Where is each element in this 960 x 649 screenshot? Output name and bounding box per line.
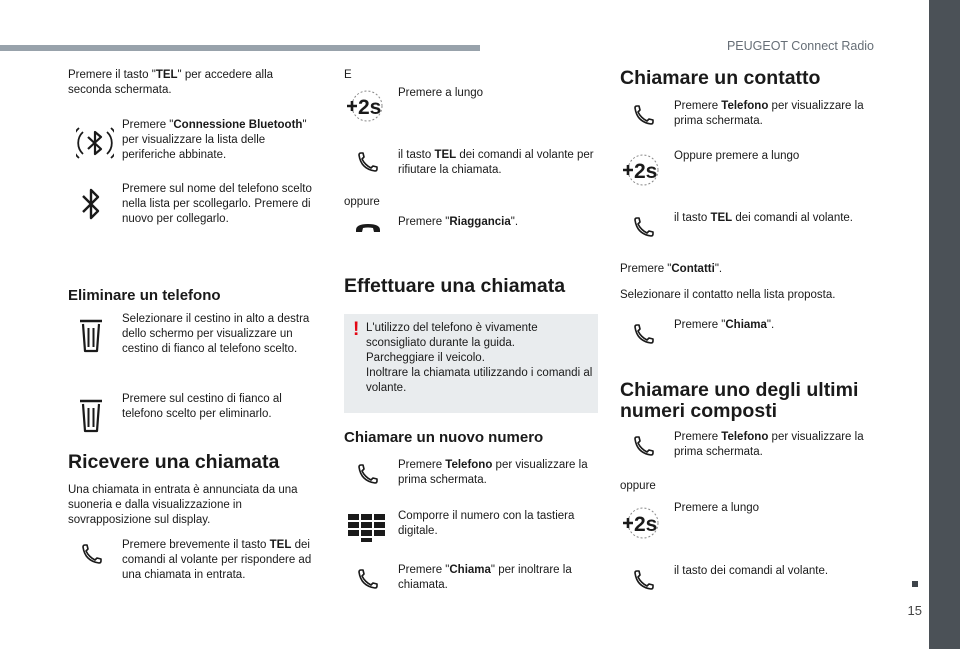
nuovo-text-1: Premere Telefono per visualizzare la prima schermata. <box>398 459 588 486</box>
tel-reject-text: il tasto TEL dei comandi al volante per rifiutare la chiamata. <box>398 149 594 176</box>
trash-icon <box>78 318 104 354</box>
phone-handset-icon <box>356 567 380 591</box>
phone-handset-icon <box>632 568 656 592</box>
top-bar <box>0 45 480 51</box>
phone-handset-icon <box>632 215 656 239</box>
contatto-text-1: Premere Telefono per visualizzare la prima schermata. <box>674 100 864 127</box>
hangup-text: Premere "Riaggancia". <box>398 216 519 228</box>
heading-ultimi-numeri: Chiamare uno degli ultimi numeri composti <box>620 379 859 422</box>
hold-text: Premere a lungo <box>398 87 484 99</box>
phone-handset-icon <box>356 150 380 174</box>
contatto-text-2: Oppure premere a lungo <box>674 150 800 162</box>
bluetooth-scan-icon <box>76 124 114 162</box>
heading-nuovo-numero: Chiamare un nuovo numero <box>344 429 544 446</box>
hang-up-icon <box>354 219 382 235</box>
contatto-text-3: il tasto TEL dei comandi al volante. <box>674 212 853 224</box>
ricevere-intro: Una chiamata in entrata è annunciata da una suoneria e dalla visualizzazione in sovrapposizione sul display. <box>68 484 298 526</box>
contatti-text: Premere "Contatti". <box>620 263 723 275</box>
select-contact-text: Selezionare il contatto nella lista proposta. <box>620 289 836 301</box>
chiama-text: Premere "Chiama". <box>674 319 775 331</box>
nuovo-text-3: Premere "Chiama" per inoltrare la chiamata. <box>398 564 572 591</box>
oppure-label-2: oppure <box>620 480 656 492</box>
ultimi-text-2: Premere a lungo <box>674 502 760 514</box>
press-2s-icon <box>620 505 662 541</box>
page-marker <box>912 581 918 587</box>
heading-eliminare: Eliminare un telefono <box>68 287 221 304</box>
svg-text:2s: 2s <box>358 96 382 119</box>
trash-text-2: Premere sul cestino di fianco al telefono scelto per eliminarlo. <box>122 393 282 420</box>
press-2s-icon <box>620 152 662 188</box>
press-2s-icon <box>344 88 386 124</box>
heading-ricevere: Ricevere una chiamata <box>68 451 280 473</box>
keypad-icon <box>348 514 386 542</box>
nuovo-text-2: Comporre il numero con la tastiera digitale. <box>398 510 575 537</box>
warning-box <box>344 314 598 413</box>
bluetooth-icon <box>80 186 102 222</box>
heading-effettuare: Effettuare una chiamata <box>344 275 566 297</box>
oppure-label: oppure <box>344 196 380 208</box>
phone-handset-icon <box>632 103 656 127</box>
trash-icon <box>78 398 104 434</box>
bt-device-text: Premere sul nome del telefono scelto nella lista per scollegarlo. Premere di nuovo per collegarlo. <box>122 183 312 225</box>
ultimi-text-3: il tasto dei comandi al volante. <box>674 565 829 577</box>
heading-contatto: Chiamare un contatto <box>620 67 821 89</box>
phone-handset-icon <box>80 542 104 566</box>
bt-connection-text: Premere "Connessione Bluetooth" per visualizzare la lista delle periferiche abbinate. <box>122 119 307 161</box>
phone-handset-icon <box>632 322 656 346</box>
header-title: PEUGEOT Connect Radio <box>726 39 874 53</box>
ricevere-text: Premere brevemente il tasto TEL dei comandi al volante per rispondere ad una chiamata in entrata. <box>122 539 312 581</box>
phone-handset-icon <box>632 434 656 458</box>
svg-text:2s: 2s <box>634 513 658 536</box>
side-rail <box>929 0 960 649</box>
e-label: E <box>344 69 352 81</box>
intro-text: Premere il tasto "TEL" per accedere alla seconda schermata. <box>68 69 274 96</box>
ultimi-text-1: Premere Telefono per visualizzare la prima schermata. <box>674 431 864 458</box>
warning-text: L'utilizzo del telefono è vivamente sconsigliato durante la guida. Parcheggiare il veicolo. Inoltrare la chiamata utilizzando i comandi al volante. <box>366 322 593 394</box>
trash-text-1: Selezionare il cestino in alto a destra dello schermo per visualizzare un cestino di fianco al telefono scelto. <box>122 313 310 355</box>
page-number: 15 <box>907 603 922 618</box>
phone-handset-icon <box>356 462 380 486</box>
svg-text:2s: 2s <box>634 160 658 183</box>
warning-mark: ! <box>353 319 360 340</box>
